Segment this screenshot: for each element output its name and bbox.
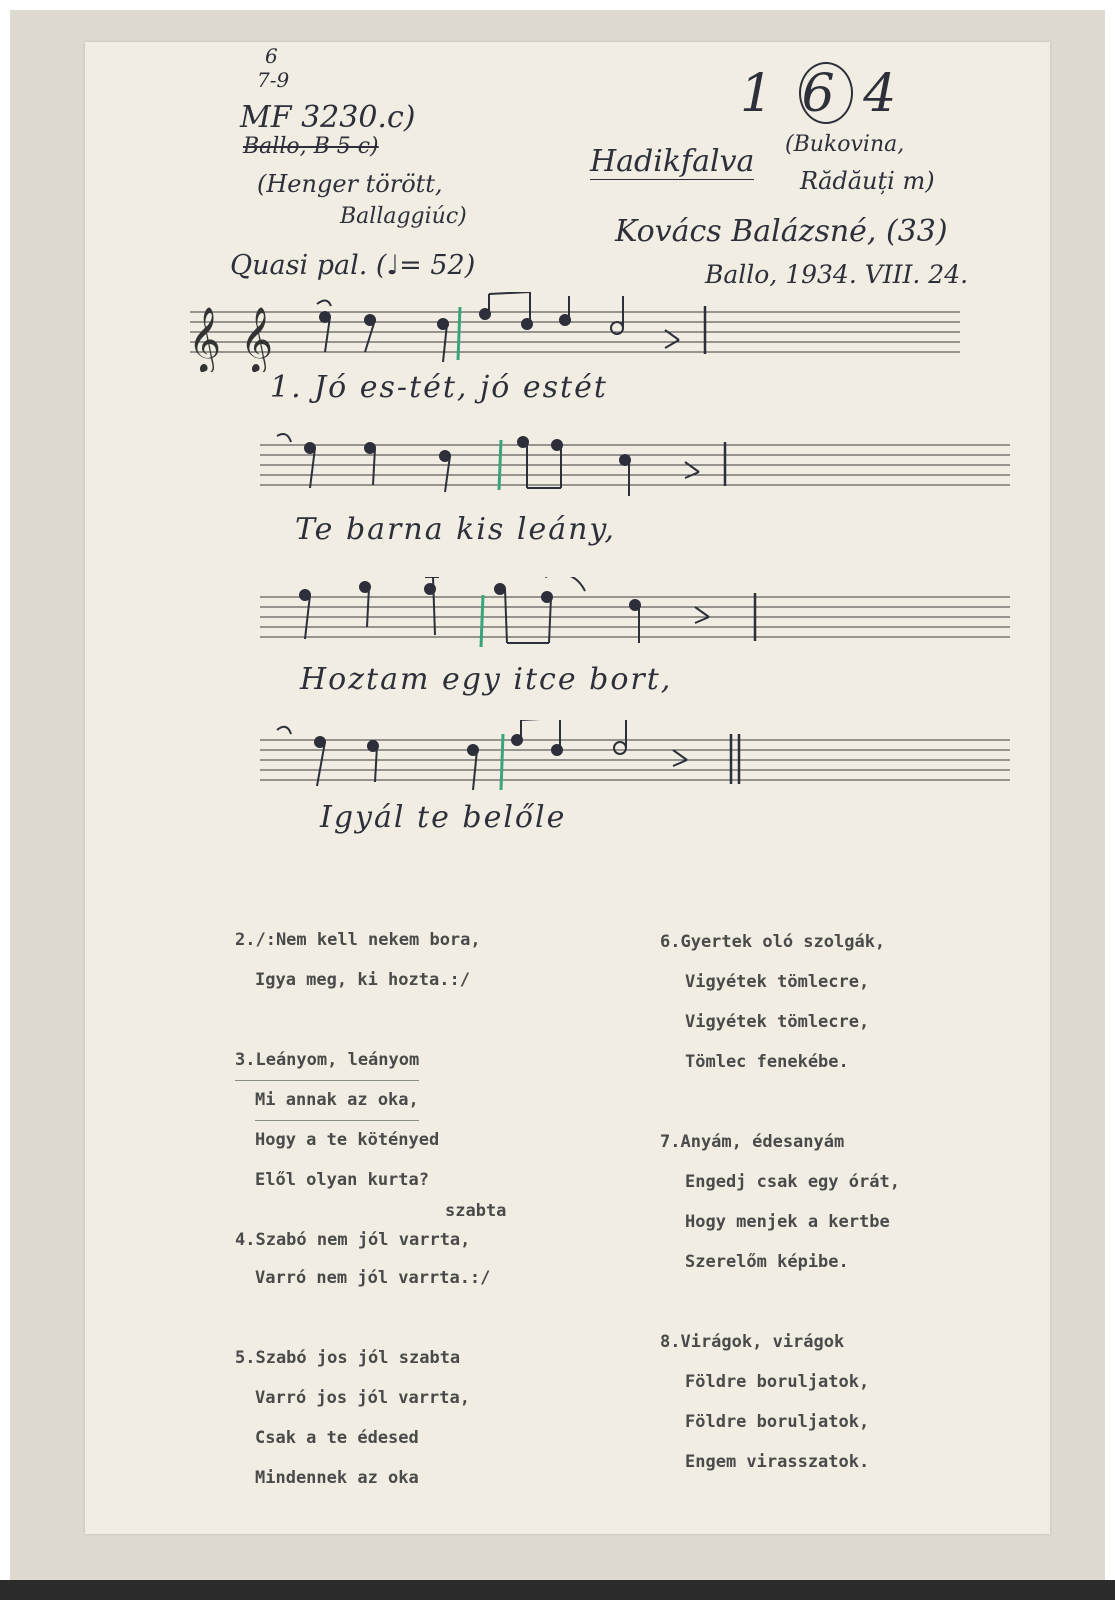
treble-clef-icon: 𝄞: [240, 307, 274, 372]
tempo-marking: Quasi pal. (♩= 52): [230, 250, 476, 281]
fraction-bottom: 7-9: [257, 68, 290, 92]
note: [300, 590, 310, 600]
note: [522, 319, 532, 329]
manuscript-sheet: [85, 42, 1050, 1534]
place-region-line2: Rădăuți m): [800, 167, 935, 195]
verse-line: Hogy a te kötényed: [255, 1130, 440, 1150]
verse-line: Mindennek az oka: [255, 1468, 419, 1488]
verse-line: Vigyétek tömlecre,: [685, 972, 870, 992]
catalog-number: 1 6 4: [740, 64, 903, 124]
verse-line: Hogy menjek a kertbe: [685, 1212, 890, 1232]
verse-line: Tömlec fenekébe.: [685, 1052, 849, 1072]
tape-note-line2: Ballaggiúc): [340, 204, 467, 229]
verse-line: 5.Szabó jos jól szabta: [235, 1348, 461, 1368]
lyric-line-4: Igyál te belőle: [320, 800, 567, 835]
verse-correction: szabta: [445, 1201, 507, 1221]
singer-name: Kovács Balázsné, (33): [615, 214, 948, 249]
note: [305, 443, 315, 453]
note: [552, 745, 562, 755]
verse-line: Földre boruljatok,: [685, 1412, 870, 1432]
verse-line: Vigyétek tömlecre,: [685, 1012, 870, 1032]
verse-line: Szerelőm képibe.: [685, 1252, 849, 1272]
verse-line: 2./:Nem kell nekem bora,: [235, 930, 481, 950]
archive-sub: Ballo, B 5 c): [243, 134, 379, 159]
note: [495, 584, 505, 594]
verse-line: Engedj csak egy órát,: [685, 1172, 900, 1192]
verse-line: 4.Szabó nem jól varrta,: [235, 1230, 471, 1250]
music-staff-4: [255, 720, 1015, 810]
collector-date: Ballo, 1934. VIII. 24.: [705, 260, 969, 289]
verse-line: 7.Anyám, édesanyám: [660, 1132, 845, 1152]
verse-line: 8.Virágok, virágok: [660, 1332, 845, 1352]
verse-line: Igya meg, ki hozta.:/: [255, 970, 470, 990]
verse-line: 6.Gyertek oló szolgák,: [660, 932, 886, 952]
music-staff-2: [255, 430, 1015, 510]
note: [440, 451, 450, 461]
fraction-top: 6: [265, 44, 278, 68]
music-staff-1: [185, 292, 965, 372]
verses-left-column: [235, 920, 506, 1498]
place-region-line1: (Bukovina,: [785, 132, 905, 157]
verse-line: Csak a te édesed: [255, 1428, 419, 1448]
note: [614, 742, 626, 754]
verse-line: 3.Leányom, leányom: [235, 1040, 419, 1081]
verse-line: Mi annak az oka,: [255, 1080, 419, 1121]
lyric-line-2: Te barna kis leány,: [295, 512, 616, 547]
archive-id: MF 3230.c): [240, 100, 416, 135]
verse-line: Engem virasszatok.: [685, 1452, 870, 1472]
verses-right-column: [660, 922, 900, 1482]
verse-line: Földre boruljatok,: [685, 1372, 870, 1392]
music-staff-3: [255, 577, 1015, 657]
note: [365, 443, 375, 453]
lyric-line-3: Hoztam egy itce bort,: [300, 662, 673, 697]
verse-line: Varró jos jól varrta,: [255, 1388, 470, 1408]
scanner-edge: [0, 1580, 1115, 1600]
verse-line: Elől olyan kurta?: [255, 1170, 429, 1190]
lyric-line-1: 1. Jó es-tét, jó estét: [270, 370, 608, 405]
tape-note-line1: (Henger törött,: [257, 170, 443, 198]
verse-line: Varró nem jól varrta.:/: [255, 1268, 491, 1288]
place-name: Hadikfalva: [590, 144, 755, 179]
treble-clef-icon: 𝄞: [188, 307, 222, 372]
